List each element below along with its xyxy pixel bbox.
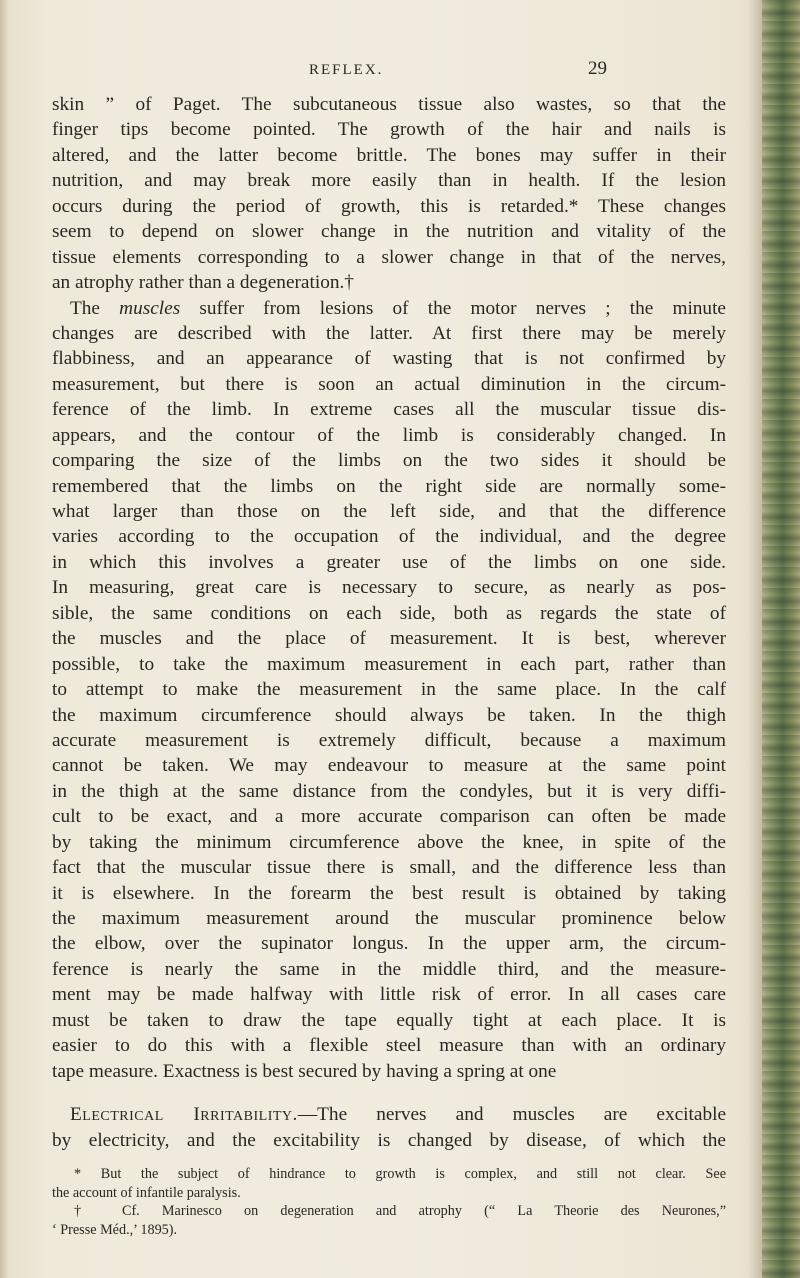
- text-line: flabbiness, and an appearance of wasting that is not confirmed by: [52, 348, 726, 370]
- text-line: it is elsewhere. In the forearm the best result is obtained by taking: [52, 882, 726, 904]
- text-line: skin ” of Paget. The subcutaneous tissue also wastes, so that the: [52, 94, 726, 115]
- text-line: comparing the size of the limbs on the two sides it should be: [52, 450, 726, 472]
- footnotes: [52, 1165, 726, 1239]
- book-binding-edge: [762, 0, 800, 1278]
- text-line: what larger than those on the left side, and that the difference: [52, 501, 726, 522]
- text-line: sible, the same conditions on each side, both as regards the state of: [52, 602, 726, 624]
- text-line: the maximum measurement around the muscular prominence below: [52, 908, 726, 929]
- text-line: must be taken to draw the tape equally tight at each place. It is: [52, 1009, 726, 1031]
- text-line: easier to do this with a flexible steel measure than with an ordinary: [52, 1035, 726, 1057]
- text-line: to attempt to make the measurement in the same place. In the calf: [52, 679, 726, 701]
- term-muscles: muscles: [119, 297, 181, 319]
- footnote-1-continued: the account of infantile paralysis.: [52, 1184, 241, 1201]
- body-text: [52, 92, 726, 1153]
- text-line: by taking the minimum circumference above the knee, in spite of the: [52, 831, 726, 853]
- text-line: accurate measurement is extremely difficult, because a maximum: [52, 729, 726, 751]
- text-line: varies according to the occupation of the individual, and the degree: [52, 526, 726, 548]
- paragraph-lead-word: The: [70, 297, 100, 319]
- text-line: nutrition, and may break more easily than in health. If the lesion: [52, 170, 726, 192]
- text-line: cult to be exact, and a more accurate comparison can often be made: [52, 806, 726, 828]
- text-line: ference of the limb. In extreme cases all the muscular tissue dis-: [52, 399, 726, 421]
- text-line: measurement, but there is soon an actual diminution in the circum-: [52, 373, 726, 395]
- page-header: [0, 58, 760, 86]
- section-heading-electrical-irritability: Electrical Irritability.: [70, 1104, 298, 1126]
- text-line: occurs during the period of growth, this is retarded.* These changes: [52, 195, 726, 217]
- text-line: by electricity, and the excitability is changed by disease, of which the: [52, 1129, 726, 1151]
- paragraph-text: suffer from lesions of the motor nerves ; the minute: [199, 297, 726, 319]
- text-line: cannot be taken. We may endeavour to measure at the same point: [52, 755, 726, 777]
- text-line: appears, and the contour of the limb is considerably changed. In: [52, 424, 726, 446]
- text-line: altered, and the latter become brittle. The bones may suffer in their: [52, 144, 726, 166]
- text-line: finger tips become pointed. The growth of the hair and nails is: [52, 119, 726, 141]
- text-line: in which this involves a greater use of the limbs on one side.: [52, 551, 726, 573]
- page-left-edge: [0, 0, 8, 1278]
- paragraph-electrical-first-line: [52, 1102, 726, 1127]
- paragraph-gap: [52, 1084, 726, 1102]
- text-line: tissue elements corresponding to a slower change in that of the nerves,: [52, 246, 726, 268]
- page-number: 29: [588, 58, 607, 79]
- text-line: the maximum circumference should always be taken. In the thigh: [52, 704, 726, 726]
- text-line: the muscles and the place of measurement. It is best, wherever: [52, 628, 726, 650]
- text-line: In measuring, great care is necessary to secure, as nearly as pos-: [52, 577, 726, 599]
- running-head: REFLEX.: [309, 62, 384, 78]
- text-line: remembered that the limbs on the right side are normally some-: [52, 475, 726, 497]
- text-line: possible, to take the maximum measurement in each part, rather than: [52, 653, 726, 675]
- text-line: an atrophy rather than a degeneration.†: [52, 272, 354, 294]
- paragraph-text: —The nerves and muscles are excitable: [297, 1104, 727, 1126]
- text-line: fact that the muscular tissue there is small, and the difference less than: [52, 857, 726, 879]
- text-line: tape measure. Exactness is best secured by having a spring at one: [52, 1060, 557, 1082]
- text-line: ment may be made halfway with little risk of error. In all cases care: [52, 984, 726, 1006]
- text-line: seem to depend on slower change in the nutrition and vitality of the: [52, 221, 726, 243]
- text-line: changes are described with the latter. At first there may be merely: [52, 322, 726, 344]
- text-line: the elbow, over the supinator longus. In the upper arm, the circum-: [52, 933, 726, 955]
- text-line: in the thigh at the same distance from the condyles, but it is very diffi-: [52, 780, 726, 802]
- text-line: ference is nearly the same in the middle third, and the measure-: [52, 958, 726, 980]
- footnote-2: † Cf. Marinesco on degeneration and atrophy (“ La Theorie des Neurones,”: [74, 1203, 726, 1220]
- paragraph-muscles-first-line: [52, 296, 726, 321]
- footnote-1: * But the subject of hindrance to growth is complex, and still not clear. See: [74, 1166, 726, 1182]
- footnote-2-continued: ‘ Presse Méd.,’ 1895).: [52, 1221, 178, 1238]
